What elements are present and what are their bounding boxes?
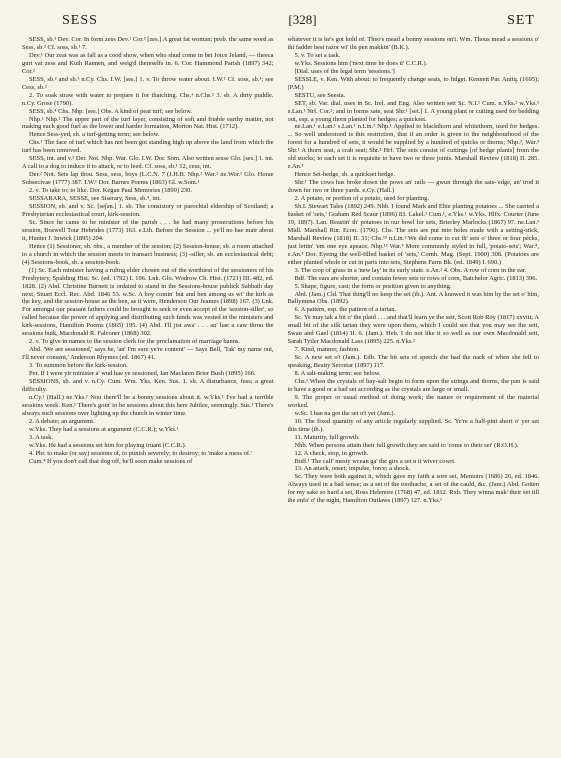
entry-paragraph: SESSLE, v. Ken. With about: to frequently change seats, to fidget. Kennett Par. Antiq. (1695); (P.M.) [287,75,539,91]
entry-paragraph: 4. Phr. to make (or say) sessions of, to punish severely; to destroy; to 'make a mess of.' [29,449,252,457]
entry-paragraph: Nhb. When persons attain their full growth they are said to 'come to their set' (R.O.H.). [294,441,519,449]
entry-paragraph: Sc. Ye may tak a bit o' the plaid . . . and that'll learn ye the sett, Scott Rob Roy (1817) xxviii; A small bit of the silk tartan they were upon them, which I could see that you may see the sett, Swan and Gael (1814) II. 6. (Jam.). Heb. I do not like it so well as our own Macdonald sett, Sarah Tytler Macdonald Lass (1895) 225. n.Yks.² [287,314,539,346]
entry-paragraph: w.Yks. He had a sessions set him for playing truant (C.C.R.). [29,441,187,449]
entry-paragraph: Abd. (Jam.) Cld. That thing'll no keep the set (ib.). Ant. A knowed it was him by the set o' him, Ballymena Obs. (1892). [287,290,539,306]
entry-paragraph: SET, sb. Var. dial. uses in Sc. Irel. and Eng. Also written sett Sc. N.I.¹ Cum. n.Yks.² w.Yks.¹ e.Lan.¹ Nrf. Cor.²; and in forms sate, seat Shr.¹ [set.] 1. A young plant or cutting used for bedding out, esp. a young thorn planted for hedges; a quickset. [287,99,539,123]
entry-paragraph: Dev.¹ Our zeat was as fall as a cood show, when who shud come in bet Joice Jeland, — theeca gurt vat zess and Kuth Rannen, and weig'd thereselfs in. 6. Cor. Hammond Parish (1897) 342; Cor.² [22,51,274,75]
entry-paragraph: 7. Kind, manner, fashion. [294,346,360,354]
right-column [288,36,540,758]
entry-paragraph: SESS, int. and v.² Der. Not. Nhp. War. Glo. I.W. Dor. Som. Also written sesse Glo. [ses.] 1. int. A call to a dog to induce it to attack, or to feed. Cf. soss, sb.¹ 12, cess, int. [22,155,274,171]
entry-paragraph: 8. A salt-making term: see below. [294,370,381,378]
entry-paragraph: Abd. 'We are sessioned,' says he, 'an' I'm sure ye're content' — Says Bell, 'Tak' my name out, I'll never consent,' Anderson Rhymes (ed. 1867) 41. [22,346,274,362]
entry-paragraph: Buff.¹ The calf' mesty wcean ga' the girs a set n it wiver cowrt. [294,457,456,465]
entry-paragraph: 2. A potato, or portion of a potato, used for planting. [294,195,429,203]
entry-paragraph: Cum.⁴ If you don't call that dog off, he'll soon make sessions of [29,457,193,465]
entry-paragraph: Nhp.¹ Nhp.² The upper part of the turf layer, consisting of soft and friable earthy matter, not making such good fuel as the lower and harder formation, Morton Nat. Hist. (1712). [22,115,274,131]
entry-paragraph: w.Yks. They had a sessions at argument (C.C.R.); w.Yks.¹ [29,425,179,433]
entry-paragraph: Hence (1) Sessioner, sb. obs., a member of the session; (2) Session-house, sb. a room attached to a church in which the session meets to transact business; (3) -siller, sb. an ecclesiastical debt; (4) Sessions-book, sb. a session-book. [22,242,274,266]
entry-paragraph: 6. A pattern, esp. the pattern of a tartan. [294,306,397,314]
entry-paragraph: Sc. Since he came to be minister of the parish . . . he had many prosecutions before his session, Boswell Tour Hebrides (1773) 163. e.Lth. Before the Session ... ye'll no hae mair about it, Hunter J. Inwick (1895) 204. [22,218,274,242]
entry-paragraph: w.Yks. Sessions him ('next time he does it' C.C.R.). [294,59,428,67]
entry-paragraph: 3. The crop of grass in a 'new lay' in its early state. e.An.² 4. Obs. A row of corn in the ear. [294,266,527,274]
entry-paragraph: Chs.¹ The face of turf which has not been got standing high up above the land from which the turf has been removed. [22,139,274,155]
entry-paragraph: 9. The proper or usual method of doing work; the nature or requirement of the material worked. [287,393,539,409]
entry-paragraph: SESSIONS, sb. and v. n.Cy. Cum. Wm. Yks. Ken. Sus. 1. sb. A disturbance, fuss; a great difficulty. [22,377,274,393]
page-number: [328] [288,12,317,27]
entry-paragraph: 12. A check, stop, in growth. [294,449,369,457]
entry-paragraph: 13. An attack, onset; impulse, force; a shock. [294,465,411,473]
entry-paragraph: Chs.¹ When the crystals of bay-salt begin to form upon the strings and thorns, the pan is said to have a good or a bad set according as the crystals are large or small. [287,377,539,393]
entry-paragraph: Der.² Not. Sets lap thou. Sess, sess, boys (L.C.N. 7 (J.H.B. Nhp.² War.² ne.Wor.¹ Glo. Horae Subsecivae (1777) 387. I.W.¹ Dor. Barnes Poems (1863) Gl. w.Som.¹ [22,171,274,187]
text-columns [22,36,539,758]
entry-paragraph: 2. To soak straw with water to prepare it for thatching. Chs.¹ n.Chs.² 3. sb. A dirty puddle. n.Cy. Grose (1790). [22,91,274,107]
entry-paragraph: SESSION, sb. and v. Sc. [se∫ən.] 1. sb. The consistory or parochial eldership of Scotland; a Presbyterian ecclesiastical court, kirk-session. [22,203,274,218]
entry-paragraph: Hence Set-hedge, sb. a quickset hedge. [294,171,395,179]
entry-paragraph: SESSARARA, SESSE, see Siserary, Sess, sb.⁴, int. [29,195,161,203]
entry-paragraph: 3. To summon before the kirk-session. [29,362,128,370]
entry-paragraph: 2. A debate; an argument. [29,417,95,425]
entry-paragraph: [Dial. uses of the legal term 'sessions.'] [294,67,395,75]
entry-paragraph: 5. Shape, figure, cast; the form or position given to anything. [294,282,452,290]
entry-paragraph: Sh.I. Stewart Tales (1892) 249. Nhb. I found Mark and Ebie planting potatoes ... She carried a basket of 'sets,' Graham Red Scaur (1896) 83. Lakel.² Cum.¹, e.Yks.¹ w.Yks. Hlfx. Courier (June 19, 1897). Lan. Reastin' th' potatoes in our bowl for sets, Brierley Marlocks (1867) 97. ne.Lan.¹ Midl. Marshall Rur. Econ. (1796). Chs. The sets are put into holes made with a setting-stick, Marshall Review (1818) II. 31; Chs.¹³ n.Lin.¹ We did come to cut th' sets o' three or four pécks, just lettin' 'em one eye apeace. Nhp.¹² War.³ More commonly styled in full, 'potato-sets'; War.⁴, e.An.¹ Dor. Eyeing the well-filled basket of 'sets,' Cornh. Mag. (Sept. 1900) 308. (Potatoes are either planted whole or cut in parts into sets, Stephens Farm Bk. (ed. 1849) I. 690.) [287,203,539,266]
entry-paragraph: (1) Sc. Each minister having a ruling elder chosen out of the worthiest of the sessioners of his Presbytery, Spalding Hist. Sc. (ed. 1792) I. 196. Lnk. Glo. Wodrow Ch. Hist. (1721) III. 482, ed. 1828. (2) Abd. Christine Burnett is ordaind to stand in the Sessions-house publick Sabbath day next, Stuart Eccl. Rec. Abd. 1846 53. w.Sc. A boy comin' but and ben among us wi' the kirk as the key, and the session-house as the ben, as it were, Henderson Our Jeames (1898) 167. (3) Lnk. For amongst our peasant fathers could be brought to seek or even accept of the 'session-siller', so called because the power of applying and distributing such funds was vested in the ministers and kirk-sessions, Hamilton Poems (1865) 195. (4) Abd. I'll jist awa' . . . an' hae a caw throu the sessions buik, Macdonald R. Falconer (1868) 302. [22,266,274,338]
entry-paragraph: ne.Lan.¹ e.Lan.¹ s.Lan.¹ n.Lin.¹ Nhp.¹ Applied to blackthorn and whitethorn, used for hedges. ... So well understood is this restriction, that if an order is given to the neighbourhood of the forest for a hundred of sets, it would be supplied by a hundred of quicks or thorns; Nhp.², War.³ Shr.¹ A thorn seat, a crab seat; Shr.² Hrf. The sets consist of cuttings [of hedge plants] from the old stocks; to each set it is requisite to have two or three joints. Marshall Review (1818) II. 285. e.An.¹ [287,123,539,171]
entry-paragraph: 11. Maturity, full growth. [294,433,360,441]
entry-paragraph: 5. v. To set a task. [294,51,341,59]
entry-paragraph: w.Sc. I hae na got the set o't yet (Jam.). [294,409,396,417]
entry-paragraph: 3. A task. [29,433,53,441]
head-word-right: SET [507,13,535,28]
entry-paragraph: Sc. A new set o't (Jam.). Edb. The bit sets of speech she had the nack of when she fell to speaking, Beatty Secretar (1897) 117. [287,354,539,370]
entry-paragraph: 2. v. To give in names to the session clerk for the proclamation of marriage banns. [29,338,241,346]
entry-paragraph: Per. If I were yir minister a' wud hae ye sessioned, Ian Maclaren Brier Bush (1895) 166. [29,370,256,378]
entry-paragraph: SESS, sb.¹ Dev. Cor. In form zess Dev.¹ Cor.² [zes.] A great fat woman; prob. the same word as Sess, sb.² Cf. soss, sb.¹ 7. [22,36,274,51]
entry-paragraph: SESS, sb.² and sb.³ n.Cy. Chs. I.W. [ses.] 1. v. To throw water about. I.W.¹ Cf. soss, sb.¹; see Cess, sb.² [22,75,274,91]
entry-paragraph: Hence Sess-yed, sb. a turf-getting term; see below. [29,131,160,139]
entry-paragraph: Sc. They were both against it, which gave my faith a sore set, Memoirs (1686) 26, ed. 1846. Always used in a bad sense; as a set of the toothache, a set of the cauld, &c. (Jam.) Abd. Gotten for my sake so hard a set, Ross Helenore (1768) 47, ed. 1812. Rxb. They winna mak' their set till the enfa' o' the night, Hamilton Outlaws (1897) 127. n.Yks.¹ [287,473,539,505]
running-head [22,12,539,32]
entry-paragraph: whatever it is he's got hold of. Theo's mead a bonny sessions on't. Wm. Thous mead a sessions o' thi fadder best razor wi' thi pen makkin' (B.K.). [287,36,539,51]
entry-paragraph: Shr.¹ The cows has broke down the pows an' rails — gwun through the sate-'edge, an' trod it down fur two or three yards. e.Cy. (Hall.) [287,179,539,195]
entry-paragraph: SESS, sb.⁴ Chs. Nhp. [ses.] Obs. A kind of peat turf; see below. [29,107,192,115]
left-column [22,36,274,758]
entry-paragraph: n.Cy.¹ (Hall.) ne.Yks.¹ Nou there'll be a bonny sessions about it. w.Yks.¹ I've had a terrible sessions week. Ken.¹ There's goin' to be sessions about this here Jubilee, seemingly. Sus.¹ There's always such sessions over lighting up the church in winter time. [22,393,274,417]
head-word-left: SESS [62,13,98,28]
entry-paragraph: SESTU, see Seesta. [294,91,346,99]
entry-paragraph: Bdf. The ears are shorter, and contain fewer sets or rows of corn, Batchelor Agric. (1813) 396. [294,274,538,282]
entry-paragraph: 10. The fixed quantity of any article regularly supplied. Sc. Ye're a half-pint short o' yer set this time (ib.). [287,417,539,433]
entry-paragraph: 2. v. To take to; to like. Dor. Kegan Paul Memories (1899) 230. [29,187,192,195]
